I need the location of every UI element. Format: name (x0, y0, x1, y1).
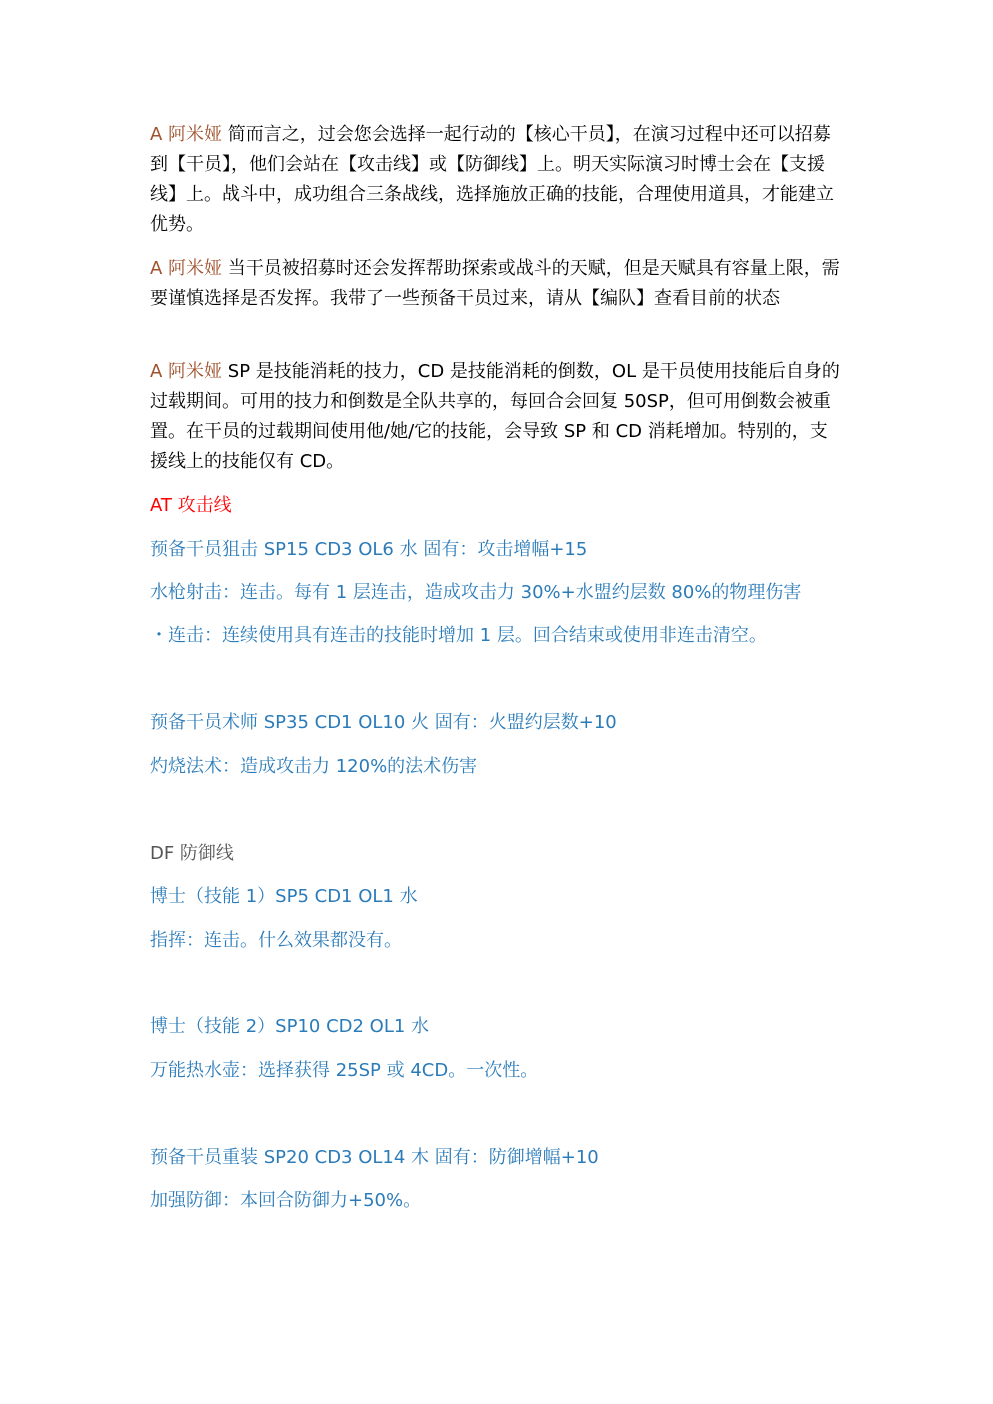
dialogue-text: 简而言之，过会您会选择一起行动的【核心干员】，在演习过程中还可以招募到【干员】，他们会站在【攻击线】或【防御线】上。明天实际演习时博士会在【支援线】上。战斗中，成功组合三条战线，选择施放正确的技能，合理使用道具，才能建立优势。 (150, 124, 834, 235)
defense-doctor-skill-1: 博士（技能 1）SP5 CD1 OL1 水 (150, 886, 418, 907)
attack-unit-sniper: 预备干员狙击 SP15 CD3 OL6 水 固有：攻击增幅+15 (150, 539, 588, 560)
speaker-name: A 阿米娅 (150, 361, 223, 382)
defense-unit-defender: 预备干员重装 SP20 CD3 OL14 木 固有：防御增幅+10 (150, 1147, 599, 1168)
speaker-name: A 阿米娅 (150, 258, 223, 279)
speaker-name: A 阿米娅 (150, 124, 223, 145)
attack-unit-caster: 预备干员术师 SP35 CD1 OL10 火 固有：火盟约层数+10 (150, 712, 617, 733)
defense-line-heading: DF 防御线 (150, 843, 234, 864)
dialogue-paragraph-2 (150, 254, 844, 314)
defense-skill-kettle: 万能热水壶：选择获得 25SP 或 4CD。一次性。 (150, 1060, 539, 1081)
defense-doctor-skill-2: 博士（技能 2）SP10 CD2 OL1 水 (150, 1016, 430, 1037)
defense-skill-command: 指挥：连击。什么效果都没有。 (150, 930, 402, 951)
dialogue-paragraph-1 (150, 120, 844, 240)
attack-skill-burn: 灼烧法术：造成攻击力 120%的法术伤害 (150, 756, 478, 777)
attack-combo-note: ・连击：连续使用具有连击的技能时增加 1 层。回合结束或使用非连击清空。 (150, 625, 767, 646)
dialogue-text: 当干员被招募时还会发挥帮助探索或战斗的天赋，但是天赋具有容量上限，需要谨慎选择是否发挥。我带了一些预备干员过来，请从【编队】查看目前的状态 (150, 258, 840, 309)
defense-skill-fortify: 加强防御：本回合防御力+50%。 (150, 1190, 422, 1211)
dialogue-text: SP 是技能消耗的技力，CD 是技能消耗的倒数，OL 是干员使用技能后自身的过载期间。可用的技力和倒数是全队共享的，每回合会回复 50SP，但可用倒数会被重置。在干员的过载期间使用他/她/它的技能，会导致 SP 和 CD 消耗增加。特别的，支援线上的技能仅有 CD。 (150, 361, 840, 472)
attack-skill-water-gun: 水枪射击：连击。每有 1 层连击，造成攻击力 30%+水盟约层数 80%的物理伤害 (150, 582, 802, 603)
dialogue-paragraph-3 (150, 357, 844, 477)
attack-line-heading: AT 攻击线 (150, 495, 232, 516)
